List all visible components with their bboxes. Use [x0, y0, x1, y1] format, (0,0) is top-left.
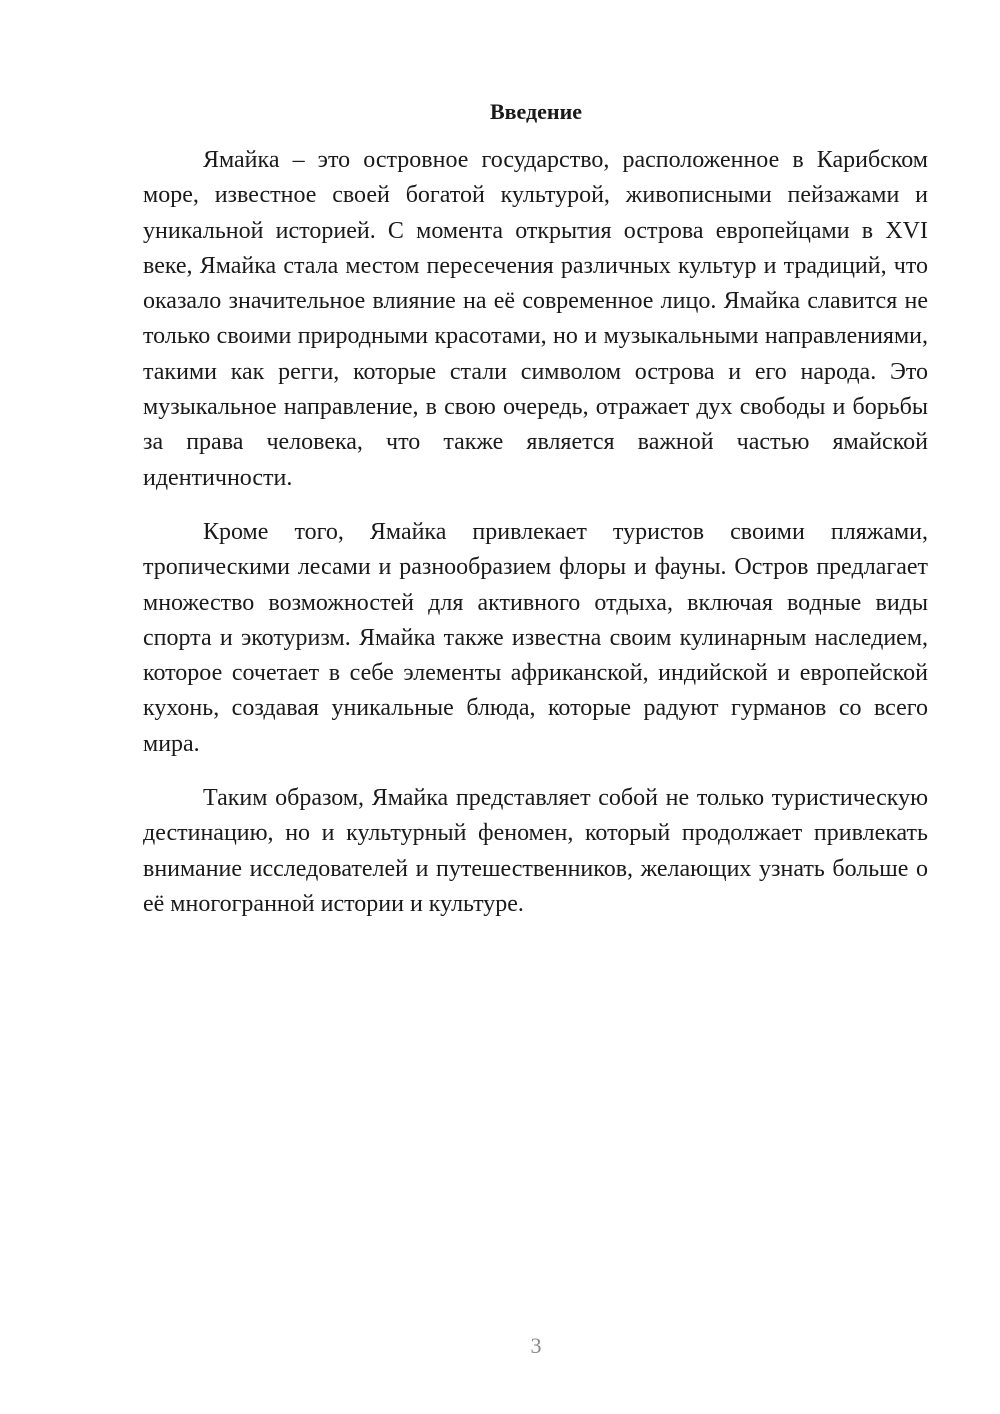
- section-heading: Введение: [489, 99, 583, 124]
- body-text: [143, 143, 928, 941]
- page-number: 3: [530, 1333, 542, 1358]
- paragraph-1: Ямайка – это островное государство, расположенное в Карибском море, известное своей богатой культурой, живописными пейзажами и уникальной историей. С момента открытия острова европейцами в XVI веке, Ямайка стала местом пересечения различных культур и традиций, что оказало значительное влияние на её современное лицо. Ямайка славится не только своими природными красотами, но и музыкальными направлениями, такими как регги, которые стали символом острова и его народа. Это музыкальное направление, в свою очередь, отражает дух свободы и борьбы за права человека, что также является важной частью ямайской идентичности.: [143, 147, 928, 491]
- paragraph-2: Кроме того, Ямайка привлекает туристов своими пляжами, тропическими лесами и разнообразием флоры и фауны. Остров предлагает множество возможностей для активного отдыха, включая водные виды спорта и экотуризм. Ямайка также известна своим кулинарным наследием, которое сочетает в себе элементы африканской, индийской и европейской кухонь, создавая уникальные блюда, которые радуют гурманов со всего мира.: [143, 518, 928, 757]
- paragraph-3: Таким образом, Ямайка представляет собой не только туристическую дестинацию, но и культурный феномен, который продолжает привлекать внимание исследователей и путешественников, желающих узнать больше о её многогранной истории и культуре.: [143, 785, 928, 917]
